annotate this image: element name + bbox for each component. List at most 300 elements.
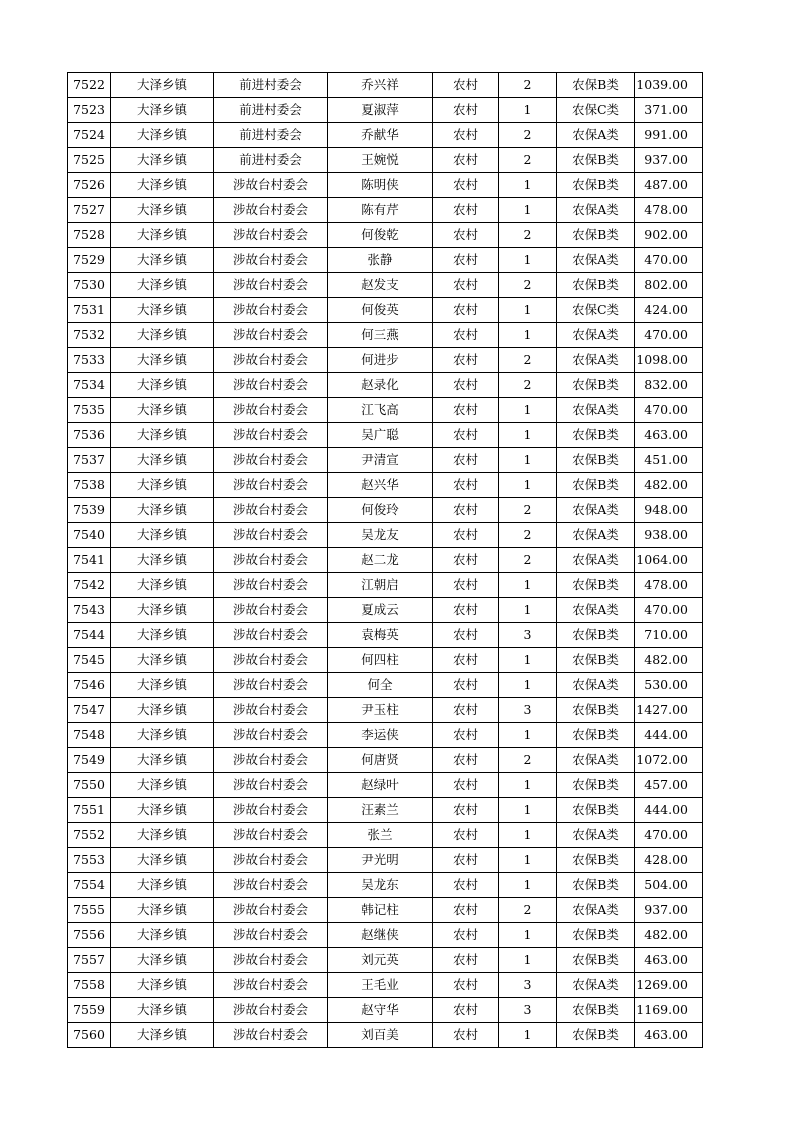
category-cell: 农村 [433,673,499,698]
table-row [68,523,703,548]
category-cell: 农村 [433,748,499,773]
insurance-class-cell: 农保A类 [557,248,635,273]
table-row [68,948,703,973]
amount-cell: 1039.00 [635,73,703,98]
data-sheet [67,72,703,1048]
township-cell: 大泽乡镇 [111,798,214,823]
table-row [68,273,703,298]
village-committee-cell: 涉故台村委会 [214,273,328,298]
table-row [68,723,703,748]
amount-cell: 478.00 [635,573,703,598]
village-committee-cell: 涉故台村委会 [214,498,328,523]
category-cell: 农村 [433,723,499,748]
category-cell: 农村 [433,123,499,148]
household-size-cell: 1 [499,723,557,748]
category-cell: 农村 [433,773,499,798]
serial-number-cell: 7534 [68,373,111,398]
household-size-cell: 2 [499,548,557,573]
village-committee-cell: 涉故台村委会 [214,248,328,273]
name-cell: 赵绿叶 [328,773,433,798]
township-cell: 大泽乡镇 [111,873,214,898]
category-cell: 农村 [433,598,499,623]
name-cell: 张兰 [328,823,433,848]
household-size-cell: 1 [499,323,557,348]
insurance-class-cell: 农保A类 [557,523,635,548]
category-cell: 农村 [433,473,499,498]
serial-number-cell: 7556 [68,923,111,948]
serial-number-cell: 7540 [68,523,111,548]
village-committee-cell: 涉故台村委会 [214,723,328,748]
name-cell: 江朝启 [328,573,433,598]
name-cell: 赵录化 [328,373,433,398]
category-cell: 农村 [433,923,499,948]
table-row [68,673,703,698]
serial-number-cell: 7541 [68,548,111,573]
name-cell: 刘元英 [328,948,433,973]
insurance-class-cell: 农保B类 [557,173,635,198]
serial-number-cell: 7524 [68,123,111,148]
insurance-class-cell: 农保A类 [557,598,635,623]
village-committee-cell: 涉故台村委会 [214,998,328,1023]
insurance-class-cell: 农保B类 [557,373,635,398]
household-size-cell: 1 [499,923,557,948]
household-size-cell: 2 [499,523,557,548]
household-size-cell: 1 [499,448,557,473]
category-cell: 农村 [433,948,499,973]
township-cell: 大泽乡镇 [111,1023,214,1048]
amount-cell: 463.00 [635,948,703,973]
village-committee-cell: 涉故台村委会 [214,223,328,248]
village-committee-cell: 涉故台村委会 [214,423,328,448]
insurance-class-cell: 农保A类 [557,348,635,373]
village-committee-cell: 涉故台村委会 [214,523,328,548]
household-size-cell: 2 [499,148,557,173]
village-committee-cell: 涉故台村委会 [214,573,328,598]
township-cell: 大泽乡镇 [111,148,214,173]
category-cell: 农村 [433,223,499,248]
amount-cell: 530.00 [635,673,703,698]
serial-number-cell: 7538 [68,473,111,498]
township-cell: 大泽乡镇 [111,373,214,398]
beneficiary-table [67,72,703,1048]
township-cell: 大泽乡镇 [111,773,214,798]
category-cell: 农村 [433,898,499,923]
village-committee-cell: 涉故台村委会 [214,1023,328,1048]
serial-number-cell: 7549 [68,748,111,773]
insurance-class-cell: 农保B类 [557,223,635,248]
village-committee-cell: 涉故台村委会 [214,773,328,798]
table-row [68,973,703,998]
township-cell: 大泽乡镇 [111,848,214,873]
serial-number-cell: 7558 [68,973,111,998]
amount-cell: 937.00 [635,148,703,173]
amount-cell: 451.00 [635,448,703,473]
township-cell: 大泽乡镇 [111,198,214,223]
township-cell: 大泽乡镇 [111,73,214,98]
category-cell: 农村 [433,548,499,573]
serial-number-cell: 7553 [68,848,111,873]
village-committee-cell: 涉故台村委会 [214,323,328,348]
serial-number-cell: 7546 [68,673,111,698]
amount-cell: 504.00 [635,873,703,898]
township-cell: 大泽乡镇 [111,823,214,848]
category-cell: 农村 [433,373,499,398]
name-cell: 夏成云 [328,598,433,623]
table-row [68,823,703,848]
township-cell: 大泽乡镇 [111,273,214,298]
serial-number-cell: 7547 [68,698,111,723]
table-row [68,148,703,173]
household-size-cell: 2 [499,748,557,773]
category-cell: 农村 [433,573,499,598]
household-size-cell: 1 [499,298,557,323]
township-cell: 大泽乡镇 [111,748,214,773]
household-size-cell: 2 [499,123,557,148]
serial-number-cell: 7536 [68,423,111,448]
insurance-class-cell: 农保C类 [557,298,635,323]
name-cell: 江飞高 [328,398,433,423]
serial-number-cell: 7552 [68,823,111,848]
township-cell: 大泽乡镇 [111,898,214,923]
table-row [68,198,703,223]
village-committee-cell: 涉故台村委会 [214,623,328,648]
serial-number-cell: 7551 [68,798,111,823]
village-committee-cell: 涉故台村委会 [214,798,328,823]
household-size-cell: 2 [499,373,557,398]
village-committee-cell: 前进村委会 [214,98,328,123]
category-cell: 农村 [433,148,499,173]
insurance-class-cell: 农保A类 [557,748,635,773]
table-row [68,248,703,273]
serial-number-cell: 7532 [68,323,111,348]
household-size-cell: 1 [499,98,557,123]
township-cell: 大泽乡镇 [111,973,214,998]
amount-cell: 444.00 [635,723,703,748]
category-cell: 农村 [433,98,499,123]
household-size-cell: 1 [499,948,557,973]
table-row [68,473,703,498]
household-size-cell: 3 [499,973,557,998]
insurance-class-cell: 农保A类 [557,498,635,523]
category-cell: 农村 [433,623,499,648]
name-cell: 乔兴祥 [328,73,433,98]
village-committee-cell: 涉故台村委会 [214,698,328,723]
township-cell: 大泽乡镇 [111,123,214,148]
village-committee-cell: 涉故台村委会 [214,648,328,673]
category-cell: 农村 [433,973,499,998]
township-cell: 大泽乡镇 [111,248,214,273]
amount-cell: 487.00 [635,173,703,198]
amount-cell: 991.00 [635,123,703,148]
amount-cell: 1169.00 [635,998,703,1023]
household-size-cell: 1 [499,573,557,598]
insurance-class-cell: 农保B类 [557,773,635,798]
insurance-class-cell: 农保B类 [557,873,635,898]
serial-number-cell: 7529 [68,248,111,273]
category-cell: 农村 [433,348,499,373]
village-committee-cell: 涉故台村委会 [214,973,328,998]
category-cell: 农村 [433,448,499,473]
amount-cell: 482.00 [635,473,703,498]
village-committee-cell: 涉故台村委会 [214,298,328,323]
table-row [68,748,703,773]
household-size-cell: 1 [499,398,557,423]
name-cell: 何全 [328,673,433,698]
serial-number-cell: 7530 [68,273,111,298]
serial-number-cell: 7526 [68,173,111,198]
insurance-class-cell: 农保A类 [557,123,635,148]
township-cell: 大泽乡镇 [111,298,214,323]
table-row [68,698,703,723]
name-cell: 王婉悦 [328,148,433,173]
insurance-class-cell: 农保B类 [557,1023,635,1048]
township-cell: 大泽乡镇 [111,448,214,473]
village-committee-cell: 涉故台村委会 [214,598,328,623]
household-size-cell: 1 [499,598,557,623]
category-cell: 农村 [433,398,499,423]
table-row [68,298,703,323]
insurance-class-cell: 农保B类 [557,848,635,873]
insurance-class-cell: 农保A类 [557,823,635,848]
amount-cell: 802.00 [635,273,703,298]
insurance-class-cell: 农保B类 [557,148,635,173]
table-row [68,423,703,448]
name-cell: 吴龙友 [328,523,433,548]
table-row [68,398,703,423]
name-cell: 赵二龙 [328,548,433,573]
category-cell: 农村 [433,298,499,323]
village-committee-cell: 前进村委会 [214,123,328,148]
serial-number-cell: 7542 [68,573,111,598]
table-row [68,123,703,148]
table-row [68,73,703,98]
township-cell: 大泽乡镇 [111,348,214,373]
table-row [68,348,703,373]
insurance-class-cell: 农保C类 [557,98,635,123]
name-cell: 尹清宣 [328,448,433,473]
name-cell: 何俊乾 [328,223,433,248]
amount-cell: 948.00 [635,498,703,523]
household-size-cell: 1 [499,198,557,223]
amount-cell: 470.00 [635,598,703,623]
table-row [68,898,703,923]
name-cell: 王毛业 [328,973,433,998]
category-cell: 农村 [433,873,499,898]
table-row [68,498,703,523]
category-cell: 农村 [433,173,499,198]
household-size-cell: 1 [499,848,557,873]
category-cell: 农村 [433,498,499,523]
township-cell: 大泽乡镇 [111,473,214,498]
amount-cell: 1427.00 [635,698,703,723]
insurance-class-cell: 农保B类 [557,648,635,673]
village-committee-cell: 涉故台村委会 [214,173,328,198]
name-cell: 吴龙东 [328,873,433,898]
insurance-class-cell: 农保B类 [557,573,635,598]
insurance-class-cell: 农保B类 [557,623,635,648]
insurance-class-cell: 农保A类 [557,398,635,423]
name-cell: 张静 [328,248,433,273]
village-committee-cell: 涉故台村委会 [214,373,328,398]
township-cell: 大泽乡镇 [111,673,214,698]
township-cell: 大泽乡镇 [111,223,214,248]
village-committee-cell: 涉故台村委会 [214,448,328,473]
amount-cell: 482.00 [635,923,703,948]
township-cell: 大泽乡镇 [111,573,214,598]
insurance-class-cell: 农保B类 [557,998,635,1023]
insurance-class-cell: 农保A类 [557,198,635,223]
name-cell: 刘百美 [328,1023,433,1048]
insurance-class-cell: 农保B类 [557,448,635,473]
insurance-class-cell: 农保A类 [557,898,635,923]
township-cell: 大泽乡镇 [111,648,214,673]
village-committee-cell: 涉故台村委会 [214,748,328,773]
household-size-cell: 1 [499,798,557,823]
category-cell: 农村 [433,823,499,848]
category-cell: 农村 [433,698,499,723]
township-cell: 大泽乡镇 [111,498,214,523]
amount-cell: 470.00 [635,823,703,848]
household-size-cell: 2 [499,73,557,98]
township-cell: 大泽乡镇 [111,423,214,448]
name-cell: 袁梅英 [328,623,433,648]
serial-number-cell: 7539 [68,498,111,523]
table-row [68,573,703,598]
table-row [68,798,703,823]
village-committee-cell: 涉故台村委会 [214,948,328,973]
insurance-class-cell: 农保B类 [557,73,635,98]
serial-number-cell: 7559 [68,998,111,1023]
table-row [68,923,703,948]
township-cell: 大泽乡镇 [111,398,214,423]
name-cell: 何唐贤 [328,748,433,773]
serial-number-cell: 7544 [68,623,111,648]
name-cell: 赵守华 [328,998,433,1023]
amount-cell: 470.00 [635,398,703,423]
household-size-cell: 3 [499,623,557,648]
insurance-class-cell: 农保A类 [557,548,635,573]
amount-cell: 710.00 [635,623,703,648]
household-size-cell: 1 [499,173,557,198]
serial-number-cell: 7554 [68,873,111,898]
village-committee-cell: 涉故台村委会 [214,823,328,848]
name-cell: 韩记柱 [328,898,433,923]
name-cell: 何进步 [328,348,433,373]
serial-number-cell: 7545 [68,648,111,673]
household-size-cell: 3 [499,698,557,723]
township-cell: 大泽乡镇 [111,998,214,1023]
household-size-cell: 1 [499,1023,557,1048]
amount-cell: 463.00 [635,423,703,448]
amount-cell: 832.00 [635,373,703,398]
name-cell: 夏淑萍 [328,98,433,123]
township-cell: 大泽乡镇 [111,923,214,948]
township-cell: 大泽乡镇 [111,623,214,648]
amount-cell: 470.00 [635,323,703,348]
serial-number-cell: 7550 [68,773,111,798]
serial-number-cell: 7535 [68,398,111,423]
table-row [68,873,703,898]
amount-cell: 457.00 [635,773,703,798]
serial-number-cell: 7525 [68,148,111,173]
village-committee-cell: 前进村委会 [214,73,328,98]
name-cell: 何四柱 [328,648,433,673]
serial-number-cell: 7557 [68,948,111,973]
category-cell: 农村 [433,648,499,673]
category-cell: 农村 [433,273,499,298]
township-cell: 大泽乡镇 [111,598,214,623]
name-cell: 尹玉柱 [328,698,433,723]
serial-number-cell: 7555 [68,898,111,923]
table-row [68,773,703,798]
serial-number-cell: 7523 [68,98,111,123]
village-committee-cell: 涉故台村委会 [214,923,328,948]
household-size-cell: 1 [499,248,557,273]
insurance-class-cell: 农保A类 [557,323,635,348]
village-committee-cell: 涉故台村委会 [214,198,328,223]
name-cell: 何俊玲 [328,498,433,523]
serial-number-cell: 7548 [68,723,111,748]
serial-number-cell: 7537 [68,448,111,473]
amount-cell: 1072.00 [635,748,703,773]
household-size-cell: 1 [499,773,557,798]
name-cell: 赵继侠 [328,923,433,948]
village-committee-cell: 涉故台村委会 [214,548,328,573]
village-committee-cell: 涉故台村委会 [214,673,328,698]
serial-number-cell: 7533 [68,348,111,373]
amount-cell: 478.00 [635,198,703,223]
township-cell: 大泽乡镇 [111,173,214,198]
household-size-cell: 1 [499,823,557,848]
township-cell: 大泽乡镇 [111,98,214,123]
household-size-cell: 1 [499,423,557,448]
table-row [68,223,703,248]
insurance-class-cell: 农保A类 [557,973,635,998]
village-committee-cell: 涉故台村委会 [214,873,328,898]
name-cell: 尹光明 [328,848,433,873]
name-cell: 何俊英 [328,298,433,323]
category-cell: 农村 [433,198,499,223]
township-cell: 大泽乡镇 [111,698,214,723]
serial-number-cell: 7528 [68,223,111,248]
amount-cell: 371.00 [635,98,703,123]
household-size-cell: 2 [499,273,557,298]
table-row [68,173,703,198]
insurance-class-cell: 农保B类 [557,723,635,748]
township-cell: 大泽乡镇 [111,523,214,548]
name-cell: 汪素兰 [328,798,433,823]
category-cell: 农村 [433,248,499,273]
serial-number-cell: 7522 [68,73,111,98]
household-size-cell: 2 [499,498,557,523]
table-row [68,1023,703,1048]
township-cell: 大泽乡镇 [111,948,214,973]
insurance-class-cell: 农保B类 [557,798,635,823]
amount-cell: 902.00 [635,223,703,248]
table-row [68,848,703,873]
category-cell: 农村 [433,523,499,548]
table-row [68,448,703,473]
household-size-cell: 2 [499,348,557,373]
amount-cell: 444.00 [635,798,703,823]
category-cell: 农村 [433,323,499,348]
table-row [68,548,703,573]
serial-number-cell: 7531 [68,298,111,323]
category-cell: 农村 [433,423,499,448]
category-cell: 农村 [433,73,499,98]
name-cell: 吴广聪 [328,423,433,448]
village-committee-cell: 涉故台村委会 [214,898,328,923]
